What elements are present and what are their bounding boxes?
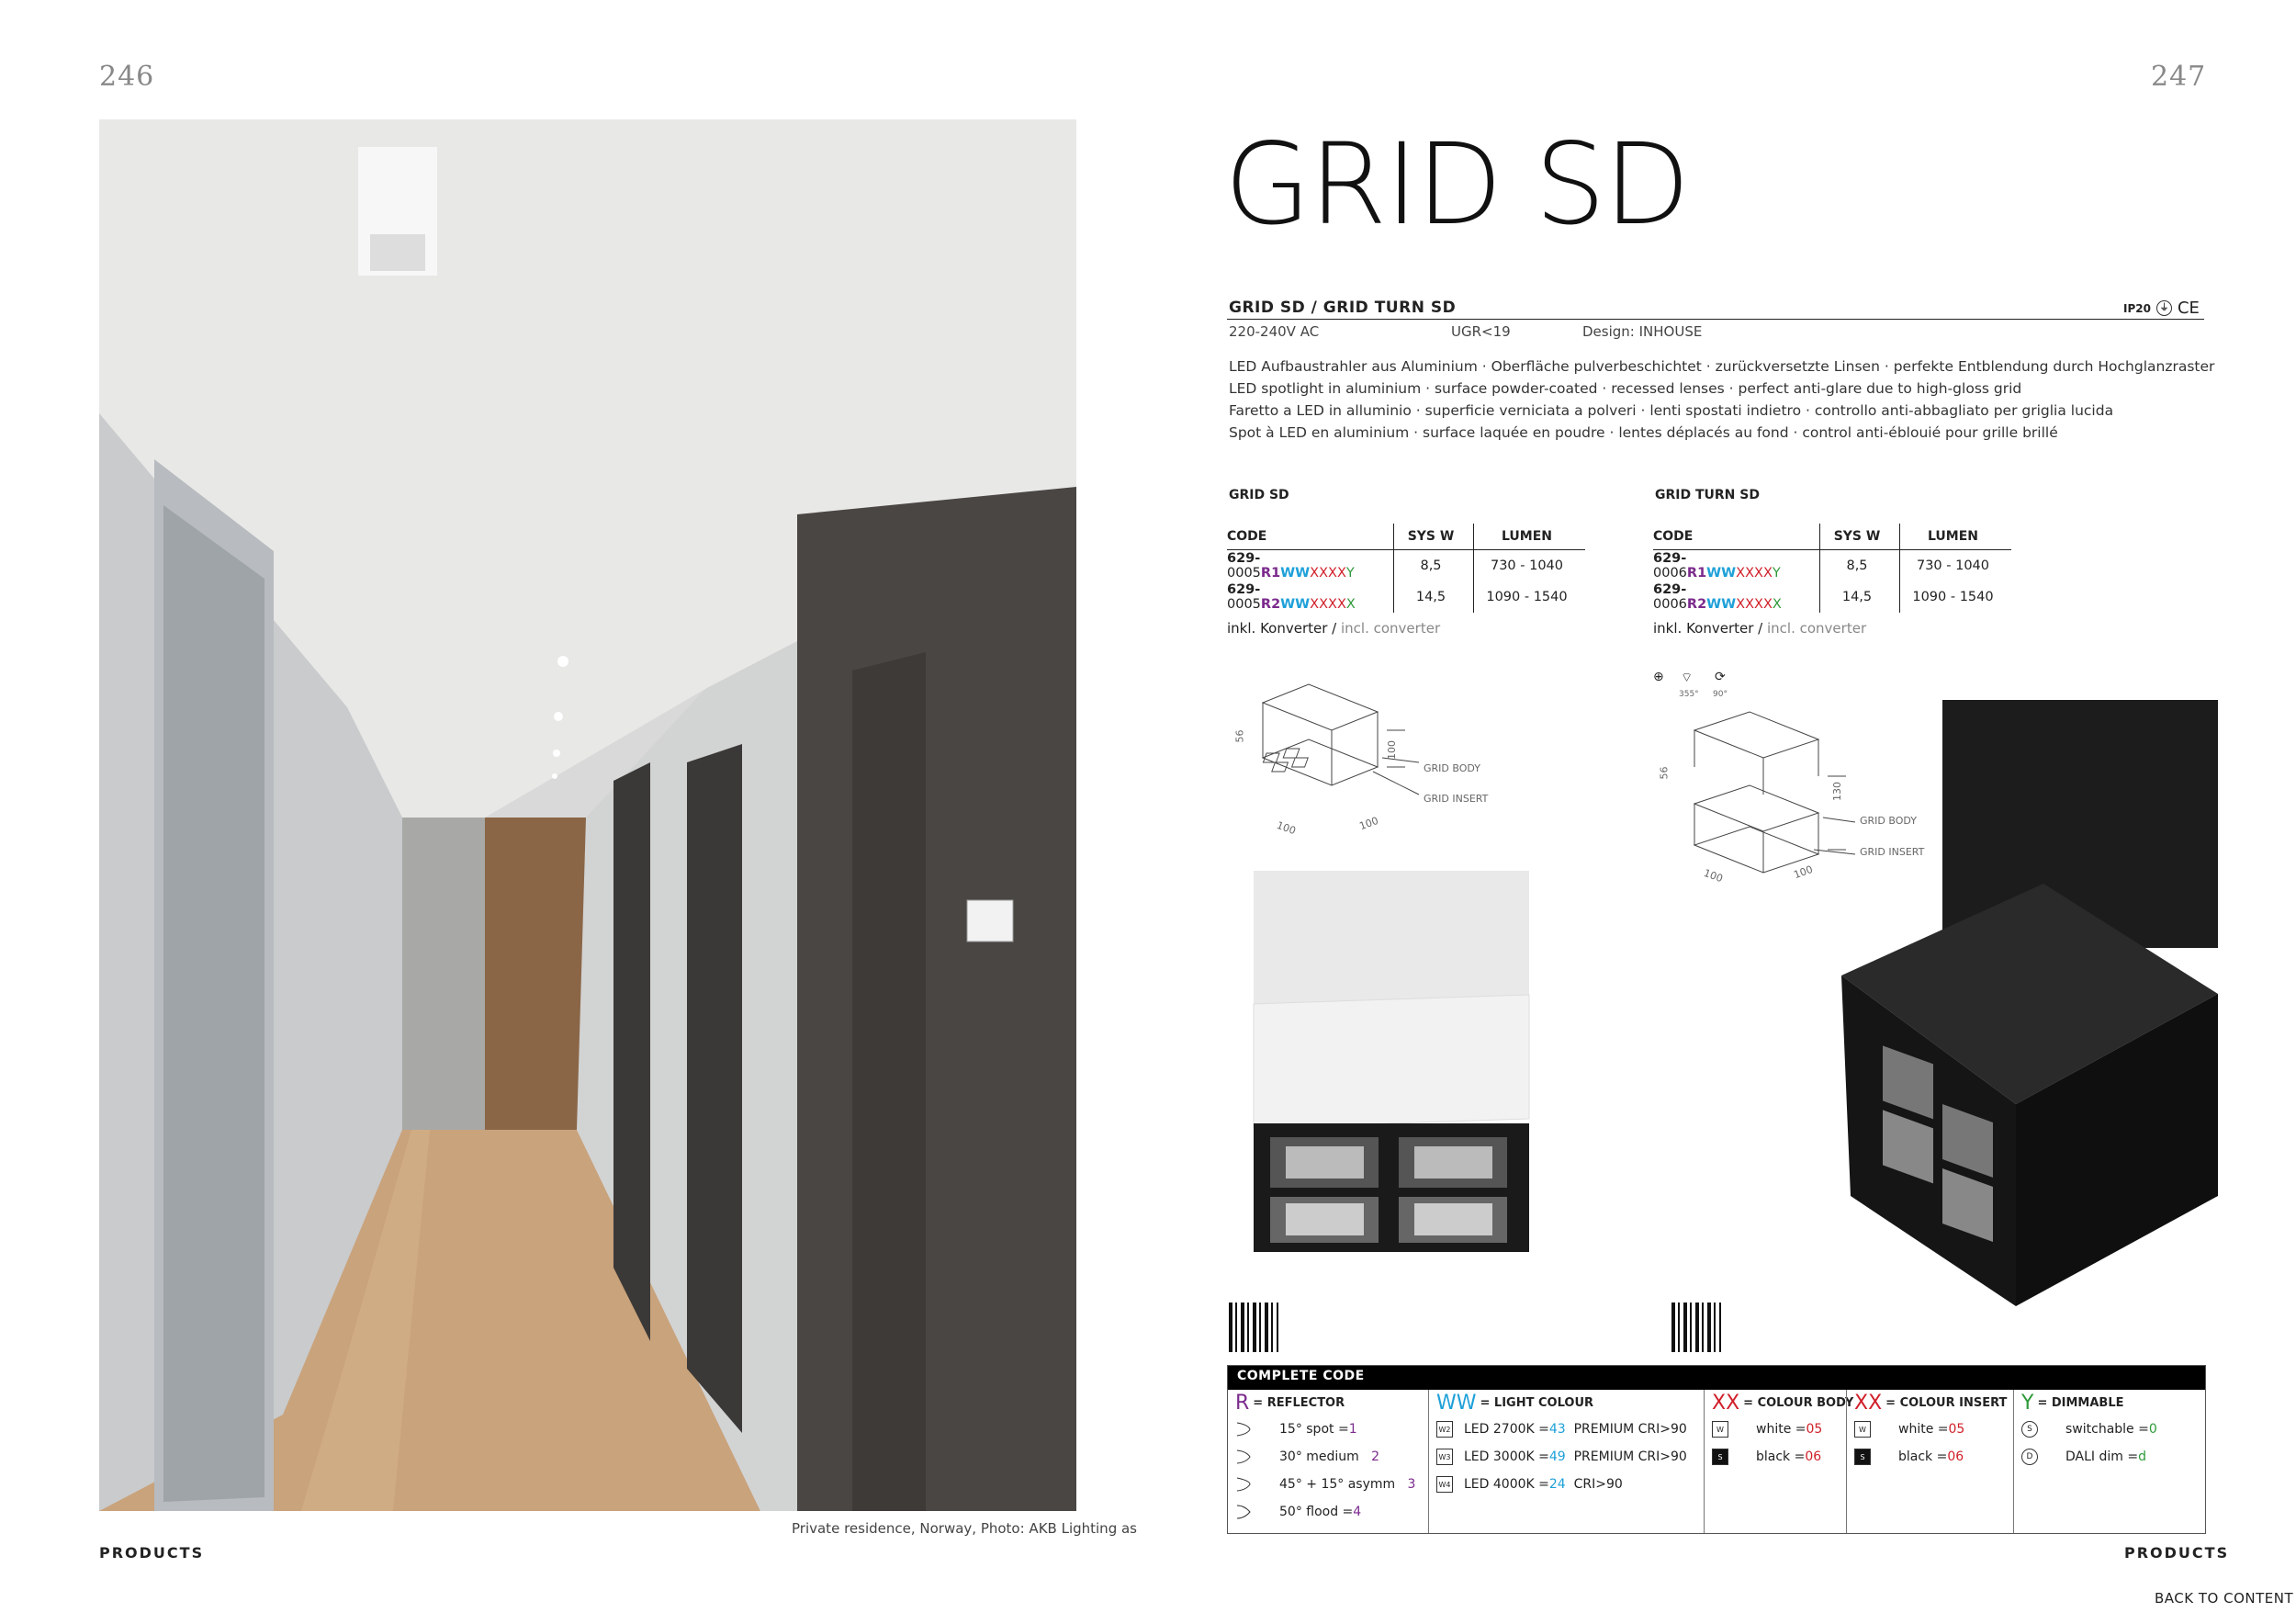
label-grid-body: GRID BODY <box>1860 815 1917 827</box>
dim-height-total: 130 <box>1831 782 1843 801</box>
legend-light-colour <box>1428 1390 1705 1533</box>
spec-ugr: UGR<19 <box>1451 323 1511 340</box>
label-grid-insert: GRID INSERT <box>1424 793 1489 805</box>
grid-sd-product-image <box>1244 871 1538 1257</box>
product-code: 629-0006R2WWXXXXX <box>1653 582 1782 612</box>
dim-height: 56 <box>1658 766 1671 780</box>
tilt-icon: ⟳ <box>1715 670 1726 684</box>
product-code: 629-0005R1WWXXXXY <box>1227 551 1355 581</box>
grid-sd-technical-drawing <box>1226 675 1502 840</box>
list-item: 15° spot = 1 <box>1228 1415 1428 1443</box>
col-sysw: SYS W <box>1394 524 1474 550</box>
product-description <box>1229 355 2239 444</box>
table-row <box>1227 581 1585 613</box>
colour-temp-icon: W3 <box>1436 1449 1453 1465</box>
description-de: LED Aufbaustrahler aus Aluminium · Oberfläche pulverbeschichtet · zurückversetzte Linsen · perfekte Entblendung durch Hochglanzraster <box>1229 358 2215 375</box>
col-sysw: SYS W <box>1820 524 1900 550</box>
grid-turn-sd-product-image <box>1841 700 2227 1306</box>
black-swatch-icon: S <box>1854 1449 1871 1465</box>
list-item: S black = 06 <box>1847 1443 2014 1471</box>
legend-header: COMPLETE CODE <box>1228 1366 2205 1390</box>
list-item: D DALI dim = d <box>2014 1443 2205 1471</box>
back-to-content-link[interactable]: BACK TO CONTENT <box>2155 1590 2294 1607</box>
list-item: S black = 06 <box>1705 1443 1847 1471</box>
page-title: GRID SD <box>1224 119 1689 250</box>
colour-temp-icon: W4 <box>1436 1476 1453 1493</box>
black-swatch-icon: S <box>1712 1449 1728 1465</box>
legend-reflector <box>1228 1390 1428 1533</box>
dimension-drawing-icon <box>1226 675 1502 840</box>
light-label: = LIGHT COLOUR <box>1480 1395 1594 1410</box>
product-code: 629-0006R1WWXXXXY <box>1653 551 1781 581</box>
sys-w-value: 8,5 <box>1394 550 1474 582</box>
product-line-title: GRID SD / GRID TURN SD <box>1229 299 1457 317</box>
earth-icon: ⏚ <box>2156 300 2172 316</box>
footer-products-left[interactable]: PRODUCTS <box>99 1544 205 1562</box>
corridor-illustration <box>99 119 1076 1511</box>
light-letter: WW <box>1436 1391 1477 1415</box>
sys-w-value: 8,5 <box>1820 550 1900 582</box>
colour-temp-icon: W2 <box>1436 1421 1453 1438</box>
switch-icon: S <box>2021 1421 2038 1438</box>
medium-beam-icon <box>1235 1449 1252 1464</box>
dim-letter: Y <box>2021 1391 2034 1415</box>
page-number-left: 246 <box>99 61 155 93</box>
list-item: S switchable = 0 <box>2014 1415 2205 1443</box>
qr-code-grid-turn-sd[interactable] <box>1671 1303 1721 1352</box>
list-item: W white = 05 <box>1847 1415 2014 1443</box>
corridor-photo <box>99 119 1076 1511</box>
lumen-value: 730 - 1040 <box>1474 550 1586 582</box>
insert-label: = COLOUR INSERT <box>1885 1395 2008 1410</box>
insert-letter: XX <box>1854 1391 1883 1415</box>
legend-colour-insert <box>1846 1390 2014 1533</box>
description-fr: Spot à LED en aluminium · surface laquée en poudre · lentes déplacés au fond · control anti-éblouié pour grille brillé <box>1229 424 2058 441</box>
white-swatch-icon: W <box>1854 1421 1871 1438</box>
dim-label: = DIMMABLE <box>2037 1395 2124 1410</box>
description-it: Faretto a LED in alluminio · superficie verniciata a polveri · lenti spostati indietro · controllo anti-abbagliato per griglia lucida <box>1229 402 2114 419</box>
list-item: W white = 05 <box>1705 1415 1847 1443</box>
lumen-value: 730 - 1040 <box>1900 550 2012 582</box>
table-row <box>1653 550 2011 582</box>
lumen-value: 1090 - 1540 <box>1900 581 2012 613</box>
table-row <box>1227 550 1585 582</box>
col-code: CODE <box>1227 524 1394 550</box>
white-swatch-icon: W <box>1712 1421 1728 1438</box>
complete-code-legend <box>1227 1365 2206 1534</box>
dim-height: 56 <box>1233 729 1246 743</box>
asymmetric-beam-icon <box>1235 1477 1252 1492</box>
legend-dimmable <box>2013 1390 2205 1533</box>
col-code: CODE <box>1653 524 1820 550</box>
dim-height-total: 100 <box>1386 740 1398 760</box>
body-letter: XX <box>1712 1391 1740 1415</box>
grid-turn-sd-table <box>1653 524 2011 613</box>
dim-depth: 100 <box>1357 814 1380 833</box>
dim-width: 100 <box>1275 818 1298 838</box>
list-item: 45° + 15° asymm 3 <box>1228 1471 1428 1498</box>
sys-w-value: 14,5 <box>1394 581 1474 613</box>
ip-rating: IP20 <box>2123 301 2151 315</box>
label-grid-insert: GRID INSERT <box>1860 846 1925 858</box>
description-en: LED spotlight in aluminium · surface powder-coated · recessed lenses · perfect anti-glare due to high-gloss grid <box>1229 380 2022 397</box>
label-grid-body: GRID BODY <box>1424 762 1480 774</box>
grid-sd-subtitle: GRID SD <box>1229 488 1289 502</box>
flood-beam-icon <box>1235 1505 1252 1519</box>
grid-sd-table <box>1227 524 1585 613</box>
col-lumen: LUMEN <box>1474 524 1586 550</box>
lumen-value: 1090 - 1540 <box>1474 581 1586 613</box>
product-code: 629-0005R2WWXXXXX <box>1227 582 1356 612</box>
spot-beam-icon <box>1235 1422 1252 1437</box>
col-lumen: LUMEN <box>1900 524 2012 550</box>
dim-depth: 100 <box>1792 863 1815 882</box>
reflector-letter: R <box>1235 1391 1250 1415</box>
legend-colour-body <box>1704 1390 1854 1533</box>
list-item: 30° medium 2 <box>1228 1443 1428 1471</box>
body-label: = COLOUR BODY <box>1743 1395 1854 1410</box>
page-number-right: 247 <box>2151 61 2207 93</box>
certification-marks <box>2123 299 2200 318</box>
list-item: 50° flood = 4 <box>1228 1498 1428 1526</box>
spec-design: Design: INHOUSE <box>1582 323 1703 340</box>
list-item: W3 LED 3000K = 49 PREMIUM CRI>90 <box>1429 1443 1705 1471</box>
qr-code-grid-sd[interactable] <box>1229 1303 1278 1352</box>
dim-width: 100 <box>1702 866 1725 885</box>
rotate-icon: ⊕ <box>1653 670 1664 684</box>
grid-turn-sd-converter-note: inkl. Konverter / incl. converter <box>1653 620 1867 637</box>
swivel-icon: ⌔ <box>1681 671 1694 685</box>
spec-voltage: 220-240V AC <box>1229 323 1320 340</box>
table-row <box>1653 581 2011 613</box>
list-item: W2 LED 2700K = 43 PREMIUM CRI>90 <box>1429 1415 1705 1443</box>
tilt-angle: 90° <box>1713 690 1728 699</box>
reflector-label: = REFLECTOR <box>1253 1395 1345 1410</box>
dali-icon: D <box>2021 1449 2038 1465</box>
grid-turn-sd-subtitle: GRID TURN SD <box>1655 488 1760 502</box>
ce-mark: CE <box>2177 299 2200 318</box>
grid-sd-converter-note: inkl. Konverter / incl. converter <box>1227 620 1441 637</box>
title-rule <box>1227 319 2204 320</box>
list-item: W4 LED 4000K = 24 CRI>90 <box>1429 1471 1705 1498</box>
rotation-angle: 355° <box>1679 690 1699 699</box>
footer-products-right[interactable]: PRODUCTS <box>2124 1544 2230 1562</box>
photo-caption: Private residence, Norway, Photo: AKB Lighting as <box>792 1520 1137 1537</box>
sys-w-value: 14,5 <box>1820 581 1900 613</box>
